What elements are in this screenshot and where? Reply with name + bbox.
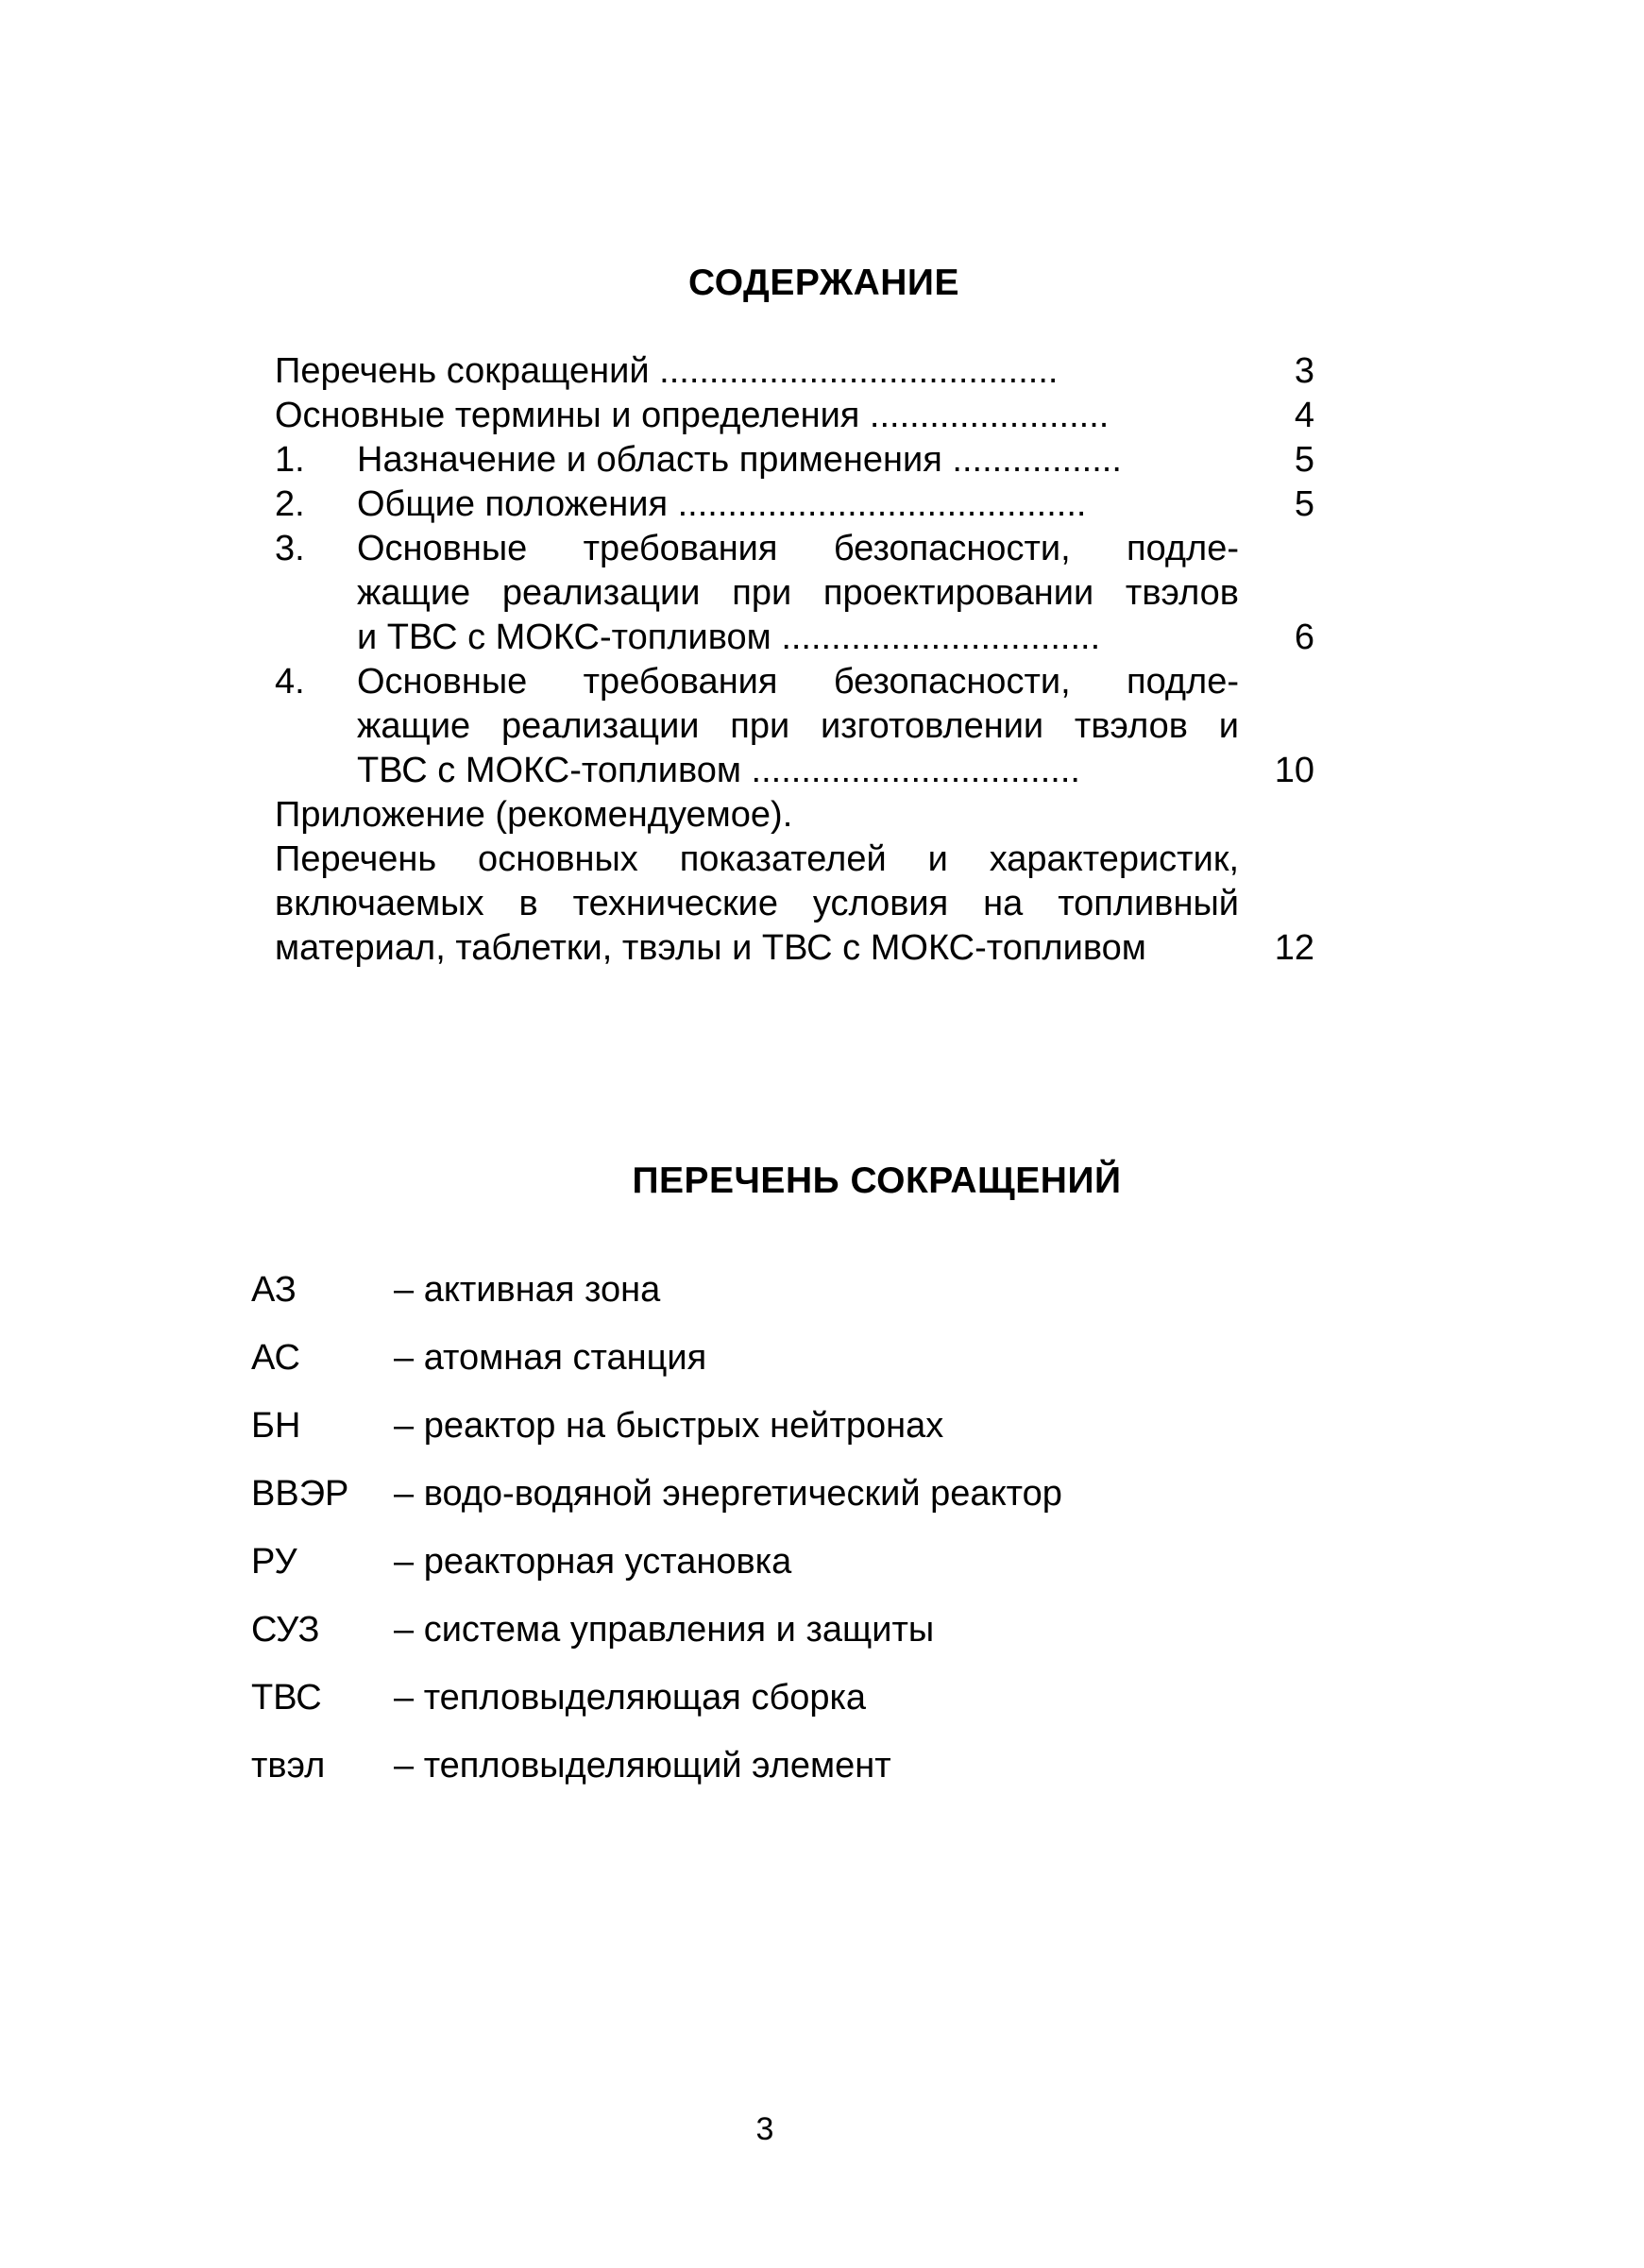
toc-entry-continuation xyxy=(275,616,1314,660)
abbreviation-definition: – тепловыделяющая сборка xyxy=(394,1678,867,1718)
toc-entry-page: 3 xyxy=(1294,351,1314,391)
abbreviation-definition: – система управления и защиты xyxy=(394,1610,935,1650)
toc-entry[interactable] xyxy=(275,349,1314,394)
toc-entry[interactable] xyxy=(275,527,1314,571)
toc-entry-number: 3. xyxy=(275,529,305,568)
toc-entry-title-line: жащие реализации при проектировании твэлов xyxy=(357,573,1239,613)
toc-entry-title-line: включаемых в технические условия на топливный xyxy=(275,884,1239,923)
toc-entry-title-line: жащие реализации при изготовлении твэлов и xyxy=(357,706,1239,746)
abbreviation-term: АЗ xyxy=(251,1270,297,1310)
toc-entry-page: 5 xyxy=(1294,484,1314,524)
toc-entry-page: 5 xyxy=(1294,440,1314,480)
abbreviation-definition: – активная зона xyxy=(394,1270,661,1310)
toc-entry-title: Перечень сокращений ........................................ xyxy=(275,351,1059,391)
abbreviation-term: БН xyxy=(251,1406,301,1446)
toc-entry-continuation xyxy=(275,838,1314,882)
toc-entry[interactable] xyxy=(275,660,1314,704)
toc-entry-title: Общие положения ......................................... xyxy=(357,484,1087,524)
abbreviation-definition: – атомная станция xyxy=(394,1338,707,1378)
toc-entry-title: Основные термины и определения ........................ xyxy=(275,396,1110,435)
toc-entry-page: 10 xyxy=(1274,751,1314,790)
toc-entry-title-line: и ТВС с МОКС-топливом ................................ xyxy=(357,618,1101,657)
abbreviation-term: ВВЭР xyxy=(251,1474,349,1514)
toc-entry-title-line: ТВС с МОКС-топливом ................................. xyxy=(357,751,1080,790)
abbreviations-heading: ПЕРЕЧЕНЬ СОКРАЩЕНИЙ xyxy=(632,1160,1122,1201)
toc-entry[interactable] xyxy=(275,394,1314,438)
toc-entry-continuation xyxy=(275,571,1314,616)
abbreviation-definition: – реакторная установка xyxy=(394,1542,792,1582)
toc-entry-number: 1. xyxy=(275,440,305,480)
page-number: 3 xyxy=(755,2111,774,2147)
abbreviation-term: АС xyxy=(251,1338,300,1378)
toc-entry-title: Назначение и область применения ................. xyxy=(357,440,1122,480)
abbreviation-definition: – тепловыделяющий элемент xyxy=(394,1746,891,1786)
toc-entry-title-line: Приложение (рекомендуемое). xyxy=(275,795,793,835)
toc-entry-title-line: Перечень основных показателей и характеристик, xyxy=(275,839,1239,879)
table-of-contents xyxy=(275,349,1314,971)
abbreviation-term: СУЗ xyxy=(251,1610,320,1650)
toc-entry[interactable] xyxy=(275,438,1314,482)
toc-entry[interactable] xyxy=(275,482,1314,527)
toc-entry-title-line: материал, таблетки, твэлы и ТВС с МОКС-топливом xyxy=(275,928,1146,968)
toc-entry-page: 12 xyxy=(1274,928,1314,968)
toc-entry-continuation xyxy=(275,926,1314,971)
toc-entry-title-line: Основные требования безопасности, подле- xyxy=(357,529,1239,568)
abbreviation-term: ТВС xyxy=(251,1678,322,1718)
toc-entry-continuation xyxy=(275,704,1314,749)
toc-heading: СОДЕРЖАНИЕ xyxy=(688,262,959,303)
toc-entry-number: 2. xyxy=(275,484,305,524)
abbreviation-definition: – реактор на быстрых нейтронах xyxy=(394,1406,944,1446)
toc-entry-number: 4. xyxy=(275,662,305,702)
toc-entry-title-line: Основные требования безопасности, подле- xyxy=(357,662,1239,702)
abbreviation-term: твэл xyxy=(251,1746,326,1786)
toc-entry-continuation xyxy=(275,882,1314,926)
toc-entry-page: 6 xyxy=(1294,618,1314,657)
toc-entry-continuation xyxy=(275,749,1314,793)
toc-entry-page: 4 xyxy=(1294,396,1314,435)
abbreviation-definition: – водо-водяной энергетический реактор xyxy=(394,1474,1062,1514)
toc-entry[interactable] xyxy=(275,793,1314,838)
abbreviation-term: РУ xyxy=(251,1542,297,1582)
